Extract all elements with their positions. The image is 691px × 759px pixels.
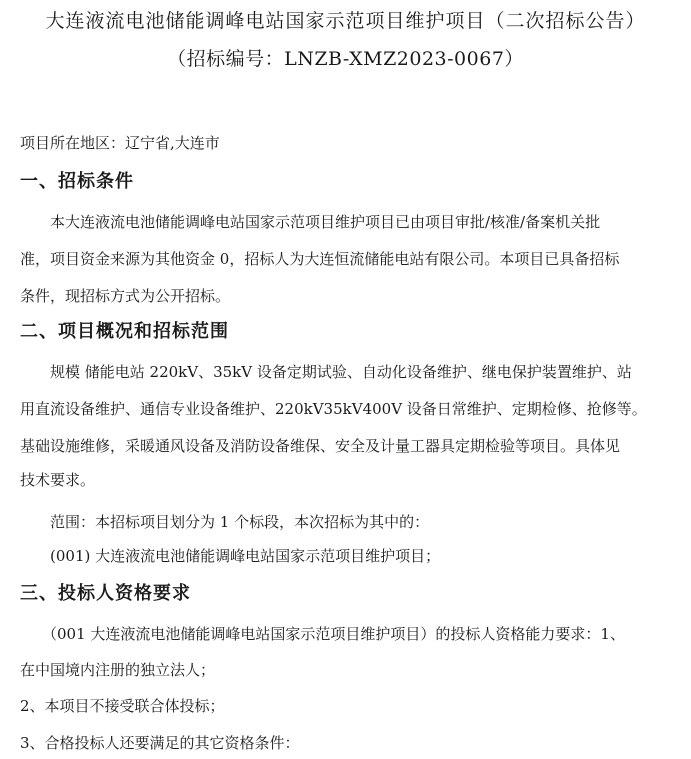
- paragraph-line: 准，项目资金来源为其他资金 0，招标人为大连恒流储能电站有限公司。本项目已具备招标: [20, 250, 620, 268]
- lot-line: (001) 大连液流电池储能调峰电站国家示范项目维护项目；: [50, 547, 441, 565]
- paragraph-line: 基础设施维修，采暖通风设备及消防设备维保、安全及计量工器具定期检验等项目。具体见: [20, 437, 621, 455]
- project-location: 项目所在地区：辽宁省,大连市: [20, 134, 220, 152]
- scope-line: 范围：本招标项目划分为 1 个标段，本次招标为其中的：: [50, 513, 430, 531]
- paragraph-line: （001 大连液流电池储能调峰电站国家示范项目维护项目）的投标人资格能力要求：1、: [42, 625, 625, 643]
- paragraph-line: 3、合格投标人还要满足的其它资格条件：: [20, 734, 300, 752]
- paragraph-line: 本大连液流电池储能调峰电站国家示范项目维护项目已由项目审批/核准/备案机关批: [50, 213, 601, 231]
- section-heading-project-overview: 二、项目概况和招标范围: [20, 321, 229, 342]
- document-title: 大连液流电池储能调峰电站国家示范项目维护项目（二次招标公告）: [45, 10, 646, 32]
- paragraph-line: 2、本项目不接受联合体投标；: [20, 697, 225, 715]
- paragraph-line: 在中国境内注册的独立法人；: [20, 661, 216, 679]
- paragraph-line: 规模 储能电站 220kV、35kV 设备定期试验、自动化设备维护、继电保护装置维护、站: [50, 363, 632, 381]
- paragraph-line: 技术要求。: [20, 471, 96, 489]
- paragraph-line: 条件，现招标方式为公开招标。: [20, 287, 231, 305]
- paragraph-line: 用直流设备维护、通信专业设备维护、220kV35kV400V 设备日常维护、定期检修、抢修等。: [20, 400, 647, 418]
- tender-number: （招标编号：LNZB-XMZ2023-0067）: [167, 48, 524, 70]
- section-heading-bidder-qualifications: 三、投标人资格要求: [20, 583, 191, 604]
- section-heading-bidding-conditions: 一、招标条件: [20, 171, 134, 192]
